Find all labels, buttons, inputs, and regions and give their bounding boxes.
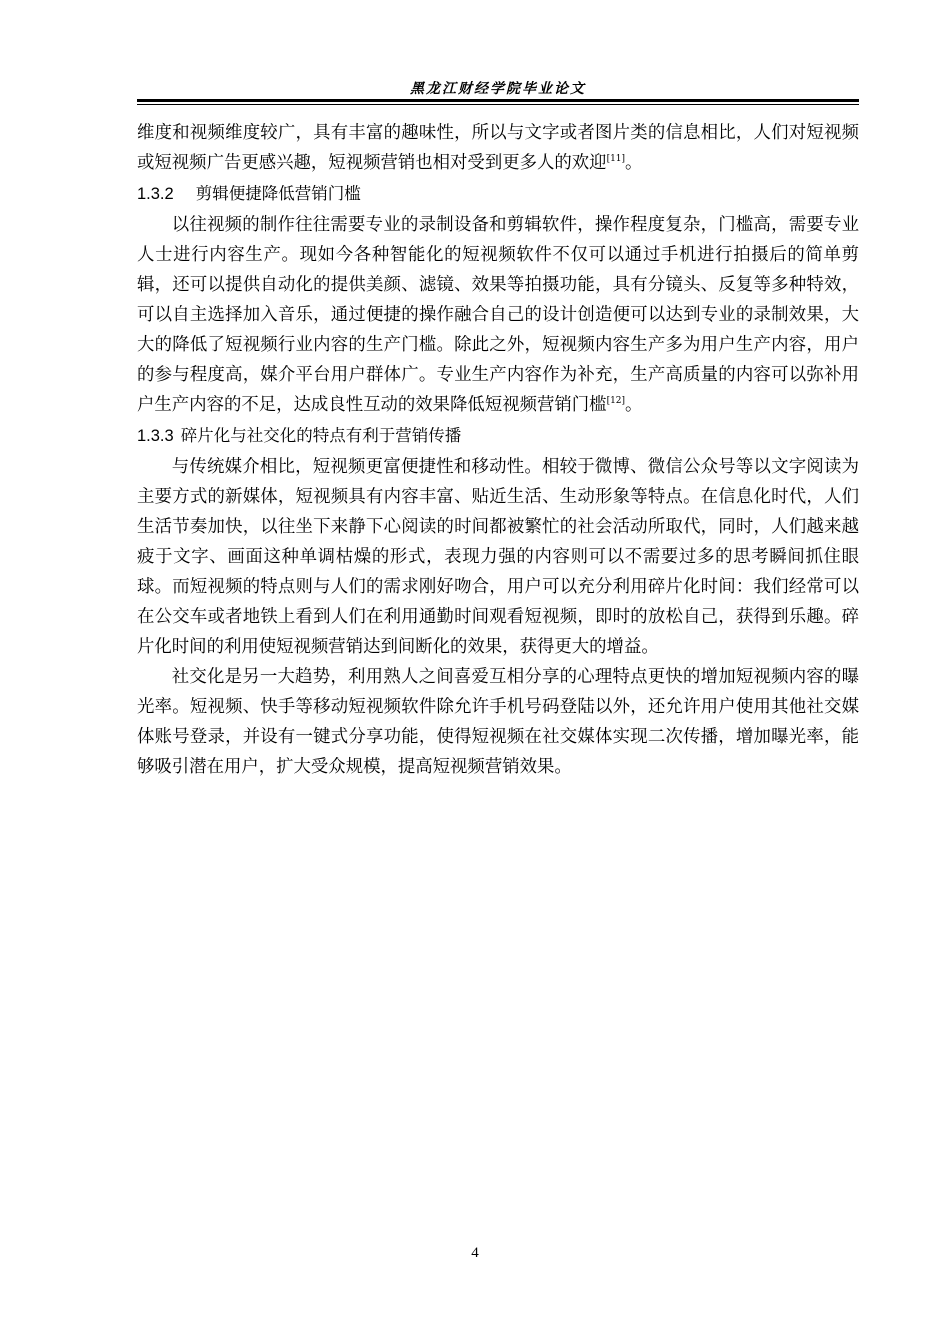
section-number: 1.3.2 (137, 185, 174, 203)
paragraph-continuation (137, 118, 859, 178)
paragraph-text: 以往视频的制作往往需要专业的录制设备和剪辑软件，操作程度复杂，门槛高，需要专业人士进行内容生产。现如今各种智能化的短视频软件不仅可以通过手机进行拍摄后的简单剪辑，还可以提供自动化的提供美颜、滤镜、效果等拍摄功能，具有分镜头、反复等多种特效，可以自主选择加入音乐，通过便捷的操作融合自己的设计创造便可以达到专业的录制效果，大大的降低了短视频行业内容的生产门槛。除此之外，短视频内容生产多为用户生产内容，用户的参与程度高，媒介平台用户群体广。专业生产内容作为补充，生产高质量的内容可以弥补用户生产内容的不足，达成良性互动的效果降低短视频营销门槛 (137, 215, 859, 415)
section-title: 碎片化与社交化的特点有利于营销传播 (180, 426, 462, 445)
running-header: 黑龙江财经学院毕业论文 (410, 81, 586, 97)
section-heading-1-3-2 (137, 178, 859, 210)
paragraph: 与传统媒介相比，短视频更富便捷性和移动性。相较于微博、微信公众号等以文字阅读为主要方式的新媒体，短视频具有内容丰富、贴近生活、生动形象等特点。在信息化时代，人们生活节奏加快，以往坐下来静下心阅读的时间都被繁忙的社会活动所取代，同时，人们越来越疲于文字、画面这种单调枯燥的形式，表现力强的内容则可以不需要过多的思考瞬间抓住眼球。而短视频的特点则与人们的需求刚好吻合，用户可以充分利用碎片化时间：我们经常可以在公交车或者地铁上看到人们在利用通勤时间观看短视频，即时的放松自己，获得到乐趣。碎片化时间的利用使短视频营销达到间断化的效果，获得更大的增益。 (137, 457, 859, 657)
paragraph (137, 210, 859, 420)
citation-ref: [12] (606, 396, 626, 406)
page-number: 4 (471, 1245, 479, 1261)
paragraph: 社交化是另一大趋势，利用熟人之间喜爱互相分享的心理特点更快的增加短视频内容的曝光率。短视频、快手等移动短视频软件除允许手机号码登陆以外，还允许用户使用其他社交媒体账号登录，并设有一键式分享功能，使得短视频在社交媒体实现二次传播，增加曝光率，能够吸引潜在用户，扩大受众规模，提高短视频营销效果。 (137, 667, 859, 777)
paragraph-text: 维度和视频维度较广，具有丰富的趣味性，所以与文字或者图片类的信息相比，人们对短视频或短视频广告更感兴趣，短视频营销也相对受到更多人的欢迎 (137, 123, 859, 173)
paragraph-end: 。 (625, 395, 643, 415)
section-heading-1-3-3 (137, 420, 859, 452)
section-number: 1.3.3 (137, 427, 174, 445)
section-title: 剪辑便捷降低营销门槛 (195, 184, 361, 203)
header-rule-thin (137, 104, 859, 105)
citation-ref: [11] (606, 154, 626, 164)
body-text (137, 118, 859, 782)
header-rule-thick (137, 99, 859, 102)
paragraph-end: 。 (625, 153, 643, 173)
